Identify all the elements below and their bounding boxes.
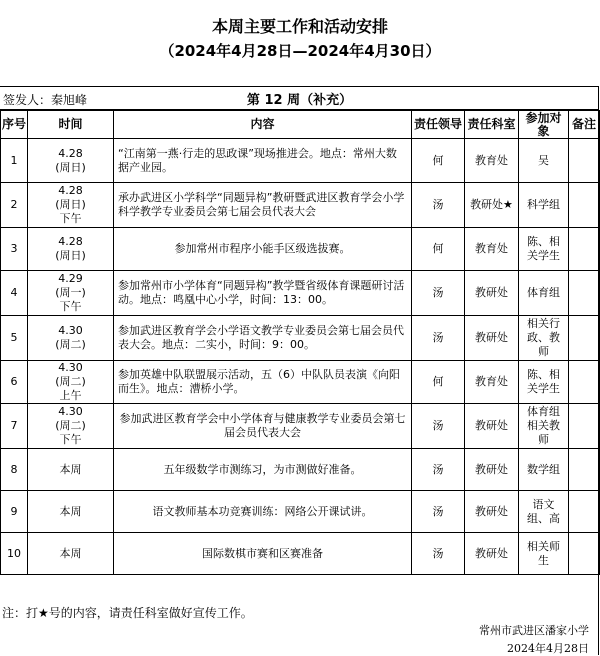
row-time: 4.28 (周日) [28,228,114,271]
row-note [569,533,600,575]
row-participants: 相关行政、教师 [519,316,569,361]
issue-date: 2024年4月28日 [507,642,589,655]
date-range-subtitle: （2024年4月28日—2024年4月30日） [159,42,441,60]
row-office: 教研处 [465,404,519,449]
row-office: 教研处 [465,271,519,316]
header-participants: 参加对象 [519,111,569,139]
row-time: 4.30 (周二) 上午 [28,361,114,404]
row-number: 2 [1,183,28,228]
row-participants: 陈、相关学生 [519,228,569,271]
header-no: 序号 [1,111,28,139]
table-row [1,316,600,361]
row-participants: 陈、相关学生 [519,361,569,404]
row-time: 4.28 (周日) [28,139,114,183]
row-office: 教研处 [465,533,519,575]
row-leader: 汤 [412,449,465,491]
row-number: 5 [1,316,28,361]
table-row [1,491,600,533]
row-note [569,316,600,361]
row-participants: 数学组 [519,449,569,491]
row-office: 教研处 [465,491,519,533]
row-note [569,183,600,228]
row-office: 教研处★ [465,183,519,228]
header-note: 备注 [569,111,600,139]
row-participants: 体育组 [519,271,569,316]
table-row [1,228,600,271]
row-note [569,361,600,404]
row-number: 7 [1,404,28,449]
row-leader: 何 [412,139,465,183]
row-leader: 汤 [412,316,465,361]
row-number: 6 [1,361,28,404]
row-content: 承办武进区小学科学“同题异构”教研暨武进区教育学会小学科学教学专业委员会第七届会员代表大会 [114,183,412,228]
row-leader: 何 [412,228,465,271]
row-note [569,271,600,316]
issuer: 签发人：秦旭峰 [3,93,88,107]
row-time: 4.30 (周二) 下午 [28,404,114,449]
table-row [1,183,600,228]
issuer-row [0,86,599,110]
table-row [1,271,600,316]
table-row [1,533,600,575]
row-office: 教研处 [465,316,519,361]
footer [0,596,599,656]
row-number: 9 [1,491,28,533]
row-leader: 汤 [412,183,465,228]
row-participants: 科学组 [519,183,569,228]
row-content: 参加常州市程序小能手区级选拔赛。 [114,228,412,271]
row-note [569,228,600,271]
schedule-table [0,110,600,575]
header-office: 责任科室 [465,111,519,139]
row-leader: 何 [412,361,465,404]
row-note [569,404,600,449]
row-leader: 汤 [412,271,465,316]
page-title: 本周主要工作和活动安排 [211,17,388,36]
row-content: 五年级数学市测练习，为市测做好准备。 [114,449,412,491]
row-time: 4.28 (周日) 下午 [28,183,114,228]
row-content: 语文教师基本功竞赛训练：网络公开课试讲。 [114,491,412,533]
header-content: 内容 [114,111,412,139]
row-time: 本周 [28,449,114,491]
row-content: 参加常州市小学体育“同题异构”教学暨省级体育课题研讨活动。地点：鸣凰中心小学，时间：13：00。 [114,271,412,316]
table-row [1,361,600,404]
row-participants: 体育组相关教师 [519,404,569,449]
row-leader: 汤 [412,533,465,575]
row-office: 教育处 [465,228,519,271]
row-time: 本周 [28,491,114,533]
row-time: 本周 [28,533,114,575]
row-note [569,491,600,533]
table-row [1,404,600,449]
row-leader: 汤 [412,404,465,449]
row-time: 4.29 (周一) 下午 [28,271,114,316]
row-time: 4.30 (周二) [28,316,114,361]
row-content: 国际数棋市赛和区赛准备 [114,533,412,575]
row-number: 4 [1,271,28,316]
table-row [1,139,600,183]
row-content: “江南第一燕·行走的思政课”现场推进会。地点：常州大数据产业园。 [114,139,412,183]
row-content: 参加武进区教育学会小学语文教学专业委员会第七届会员代表大会。地点：二实小，时间：9：00。 [114,316,412,361]
row-leader: 汤 [412,491,465,533]
header-row [1,111,600,139]
row-participants: 吴 [519,139,569,183]
week-label: 第 12 周（补充） [246,93,353,108]
row-content: 参加武进区教育学会中小学体育与健康教学专业委员会第七届会员代表大会 [114,404,412,449]
table-row [1,449,600,491]
footer-note: 注：打★号的内容，请责任科室做好宣传工作。 [2,606,253,620]
row-office: 教研处 [465,449,519,491]
row-number: 3 [1,228,28,271]
row-number: 8 [1,449,28,491]
row-note [569,139,600,183]
row-office: 教育处 [465,361,519,404]
row-participants: 相关师生 [519,533,569,575]
row-number: 10 [1,533,28,575]
row-office: 教育处 [465,139,519,183]
row-content: 参加英雄中队联盟展示活动，五（6）中队队员表演《向阳而生》。地点：漕桥小学。 [114,361,412,404]
school-name: 常州市武进区潘家小学 [479,624,589,637]
header-time: 时间 [28,111,114,139]
header-leader: 责任领导 [412,111,465,139]
row-participants: 语文组、高 [519,491,569,533]
row-note [569,449,600,491]
row-number: 1 [1,139,28,183]
